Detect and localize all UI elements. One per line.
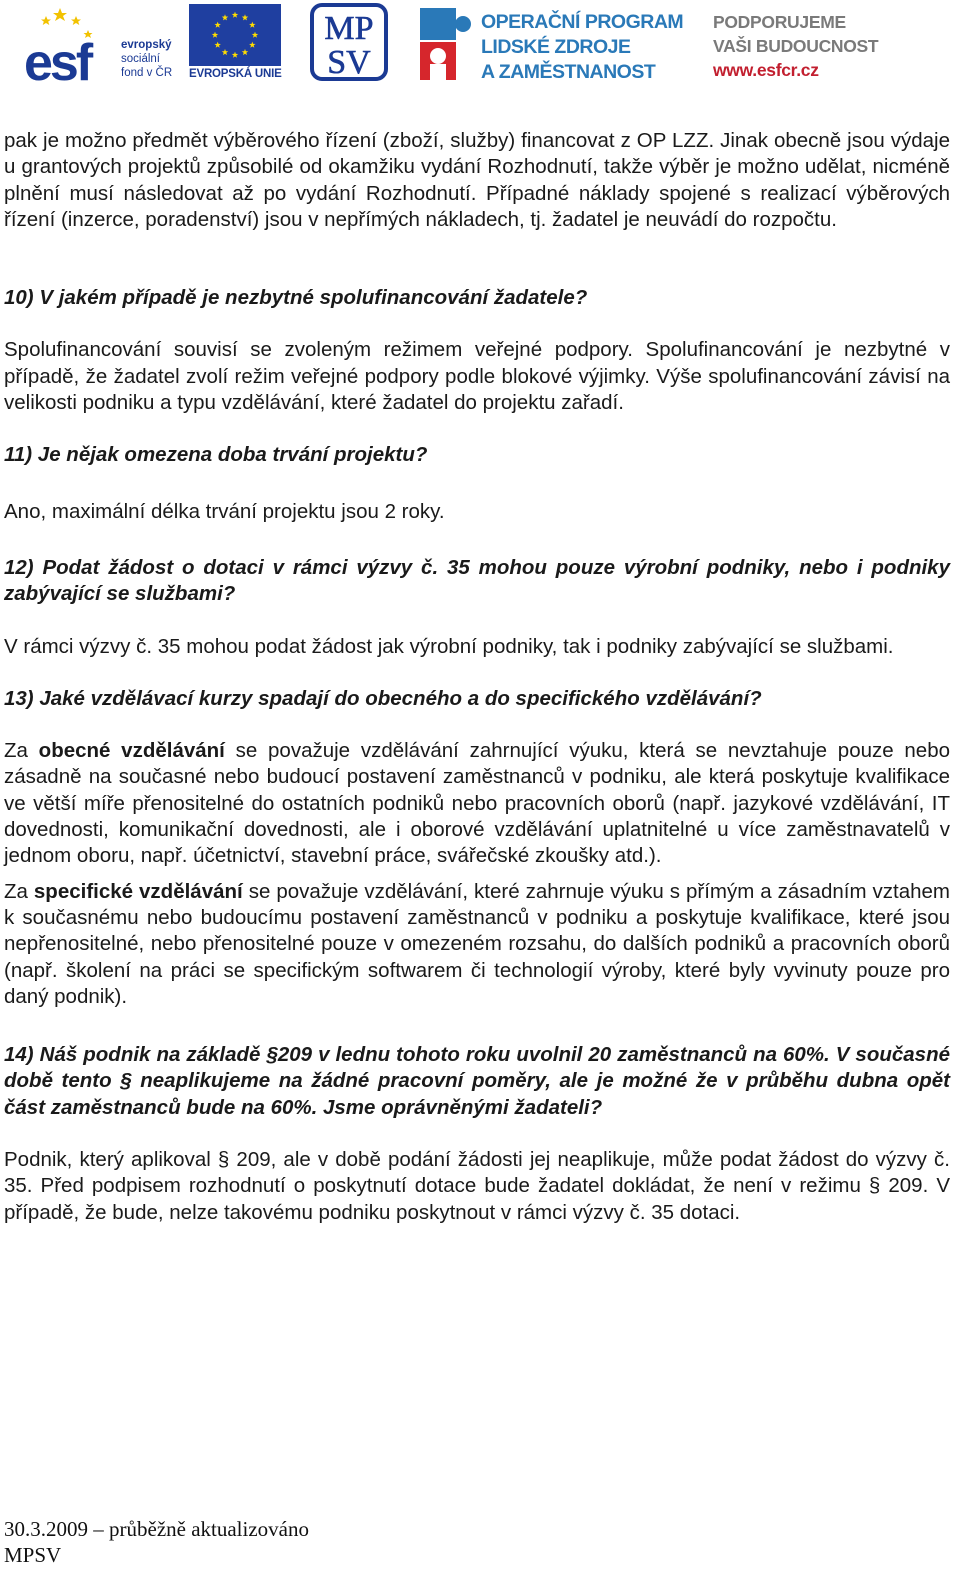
answer-12: V rámci výzvy č. 35 mohou podat žádost jak výrobní podniky, tak i podniky zabývající se službami. [4, 634, 894, 658]
paragraph-intro: pak je možno předmět výběrového řízení (zboží, služby) financovat z OP LZZ. Jinak obecně jsou výdaje u grantových projektů způsobilé od okamžiku vydání Rozhodnutí, takže výběr je možno udělat, nicméně plnění musí následovat až po vydání Rozhodnutí. Případné náklady spojené s realizací výběrových řízení (inzerce, poradenství) jsou v nepřímých nákladech, tj. žadatel je neuvádí do rozpočtu. [4, 129, 950, 231]
esfcr-link[interactable]: www.esfcr.cz [713, 60, 819, 80]
mpsv-emblem-icon [310, 3, 388, 81]
esf-caption-line2: sociální [121, 53, 160, 65]
slogan-line1: PODPORUJEME [713, 12, 846, 32]
esf-caption-line1: evropský [121, 39, 172, 51]
term-general-education: obecné vzdělávání [38, 739, 225, 763]
question-13: 13) Jaké vzdělávací kurzy spadají do obecného a do specifického vzdělávání? [4, 686, 762, 710]
answer-13-general-text: se považuje vzdělávání zahrnující výuku, která se nevztahuje pouze nebo zásadně na současné nebo budoucí postavení zaměstnanců v podniku, ale která poskytuje kvalifikace ve větší míře přenositelné do ostatních podniků nebo pracovních oborů (např. jazykové vzdělávání, IT dovednosti, komunikační dovednosti, ale i oborové vzdělávání uplatnitelné u více zaměstnavatelů v jednom oboru, např. účetnictví, stavební práce, svářečské zkoušky atd.). [4, 739, 950, 868]
svg-text:esf: esf [24, 34, 91, 82]
eu-caption: EVROPSKÁ UNIE [189, 68, 282, 80]
question-14: 14) Náš podnik na základě §209 v lednu tohoto roku uvolnil 20 zaměstnanců na 60%. V současné době tento § neaplikujeme na žádné pracovní poměry, ale je možné že v průběhu dubna opět část zaměstnanců bude na 60%. Jsme oprávněnými žadateli? [4, 1043, 950, 1119]
logo-strip [0, 0, 960, 90]
slogan-line2: VAŠI BUDOUCNOST [713, 36, 879, 56]
eu-logo [189, 4, 281, 82]
answer-10: Spolufinancování souvisí se zvoleným režimem veřejné podpory. Spolufinancování je nezbytné v případě, že žadatel zvolí režim veřejné podpory podle blokové výjimky. Výše spolufinancování závisí na velikosti podniku a typu vzdělávání, které žadatel do projektu zařadí. [4, 338, 950, 415]
footer-author: MPSV [4, 1543, 62, 1567]
svg-text:MP: MP [324, 10, 374, 47]
answer-13-general [4, 738, 950, 869]
question-10: 10) V jakém případě je nezbytné spolufinancování žadatele? [4, 286, 588, 310]
op-title-line3: A ZAMĚSTNANOST [481, 61, 656, 83]
op-title-line2: LIDSKÉ ZDROJE [481, 36, 631, 58]
mpsv-logo [310, 3, 388, 81]
term-specific-education: specifické vzdělávání [33, 879, 243, 903]
answer-11: Ano, maximální délka trvání projektu jsou 2 roky. [4, 499, 445, 523]
esf-caption [121, 38, 172, 80]
esf-mark-icon [24, 4, 118, 82]
support-slogan [713, 10, 913, 84]
answer-13-specific-text: se považuje vzdělávání, které zahrnuje výuku s přímým a zásadním vztahem k současnému nebo budoucímu postavení zaměstnanců v podniku a poskytuje kvalifikace, které jsou nepřenositelné, nebo přenositelné pouze v omezeném rozsahu, do dalších podniků a pracovních oborů (např. školení na práci se specifickým softwarem či technologií výroby, které byly vyvinuty pouze pro daný podnik). [4, 879, 950, 1008]
footer-date: 30.3.2009 – průběžně aktualizováno [4, 1517, 309, 1541]
esf-caption-line3: fond v ČR [121, 67, 173, 79]
document-body [4, 128, 950, 1226]
op-title-line1: OPERAČNÍ PROGRAM [481, 11, 684, 33]
op-lzz-logo [418, 4, 688, 82]
svg-text:SV: SV [327, 44, 371, 81]
puzzle-figure-icon [418, 4, 476, 82]
eu-flag-icon [189, 4, 281, 66]
op-lzz-title [481, 10, 683, 85]
question-12: 12) Podat žádost o dotaci v rámci výzvy č. 35 mohou pouze výrobní podniky, nebo i podniky zabývající se službami? [4, 555, 950, 606]
page-footer [4, 1516, 309, 1568]
answer-14: Podnik, který aplikoval § 209, ale v době podání žádosti jej neaplikuje, může podat žádost do výzvy č. 35. Před podpisem rozhodnutí o poskytnutí dotace bude žadatel dokládat, že není v režimu § 209. V případě, že bude, nelze takovému podniku poskytnout v rámci výzvy č. 35 dotaci. [4, 1148, 950, 1224]
answer-13-specific-prefix: Za [4, 879, 34, 903]
question-11: 11) Je nějak omezena doba trvání projektu? [4, 443, 428, 467]
answer-13-general-prefix: Za [4, 739, 39, 763]
answer-13-specific [4, 879, 950, 1010]
esf-logo [24, 4, 184, 82]
